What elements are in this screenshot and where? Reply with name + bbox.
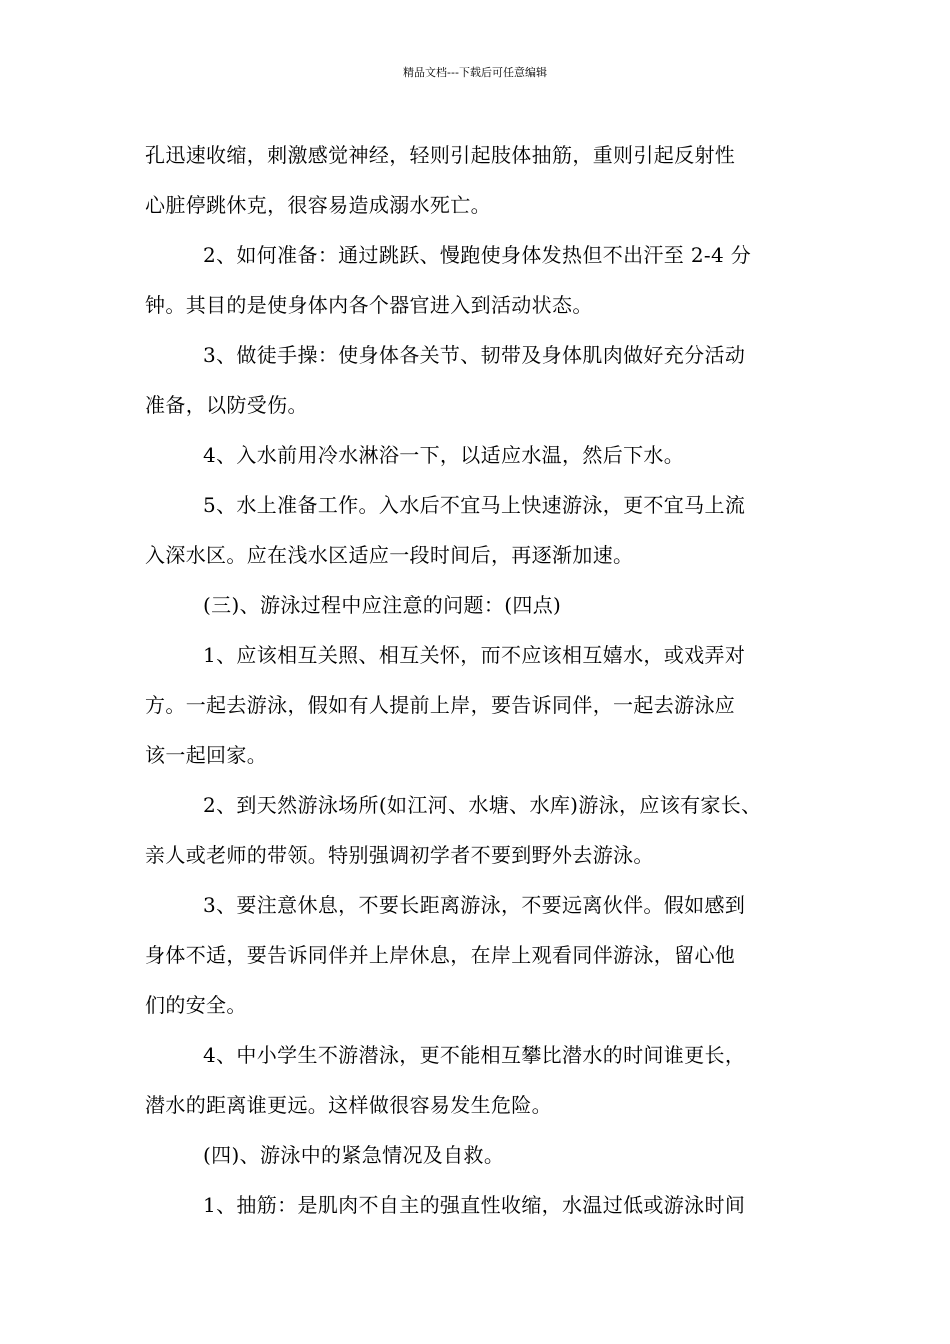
text-line: 钟。其目的是使身体内各个器官进入到活动状态。 xyxy=(145,293,593,317)
text-line: 1、抽筋：是肌肉不自主的强直性收缩，水温过低或游泳时间 xyxy=(203,1193,746,1217)
section-heading: (四)、游泳中的紧急情况及自救。 xyxy=(203,1143,505,1167)
text-line: 方。一起去游泳，假如有人提前上岸，要告诉同伴，一起去游泳应 xyxy=(145,693,736,717)
text-line: 潜水的距离谁更远。这样做很容易发生危险。 xyxy=(145,1093,552,1117)
text-line: 1、应该相互关照、相互关怀，而不应该相互嬉水，或戏弄对 xyxy=(203,643,746,667)
page-header: 精品文档---下载后可任意编辑 xyxy=(403,66,547,79)
text-line: 们的安全。 xyxy=(145,993,247,1017)
text-line: 2、到天然游泳场所(如江河、水塘、水库)游泳，应该有家长、 xyxy=(203,793,762,817)
document-body xyxy=(145,130,813,1230)
text-line: 3、做徒手操：使身体各关节、韧带及身体肌肉做好充分活动 xyxy=(203,343,746,367)
text-line: 3、要注意休息，不要长距离游泳，不要远离伙伴。假如感到 xyxy=(203,893,746,917)
section-heading: (三)、游泳过程中应注意的问题：(四点) xyxy=(203,593,562,617)
text-line: 身体不适，要告诉同伴并上岸休息，在岸上观看同伴游泳，留心他 xyxy=(145,943,736,967)
text-line: 亲人或老师的带领。特别强调初学者不要到野外去游泳。 xyxy=(145,843,654,867)
text-line: 5、水上准备工作。入水后不宜马上快速游泳，更不宜马上流 xyxy=(203,493,746,517)
text-line: 4、中小学生不游潜泳，更不能相互攀比潜水的时间谁更长， xyxy=(203,1043,746,1067)
text-line: 2、如何准备：通过跳跃、慢跑使身体发热但不出汗至 2-4 分 xyxy=(203,243,752,267)
text-line: 孔迅速收缩，刺激感觉神经，轻则引起肢体抽筋，重则引起反射性 xyxy=(145,143,736,167)
text-line: 入深水区。应在浅水区适应一段时间后，再逐渐加速。 xyxy=(145,543,634,567)
text-line: 心脏停跳休克，很容易造成溺水死亡。 xyxy=(145,193,491,217)
text-line: 该一起回家。 xyxy=(145,743,268,767)
text-line: 准备，以防受伤。 xyxy=(145,393,308,417)
text-line: 4、入水前用冷水淋浴一下，以适应水温，然后下水。 xyxy=(203,443,685,467)
